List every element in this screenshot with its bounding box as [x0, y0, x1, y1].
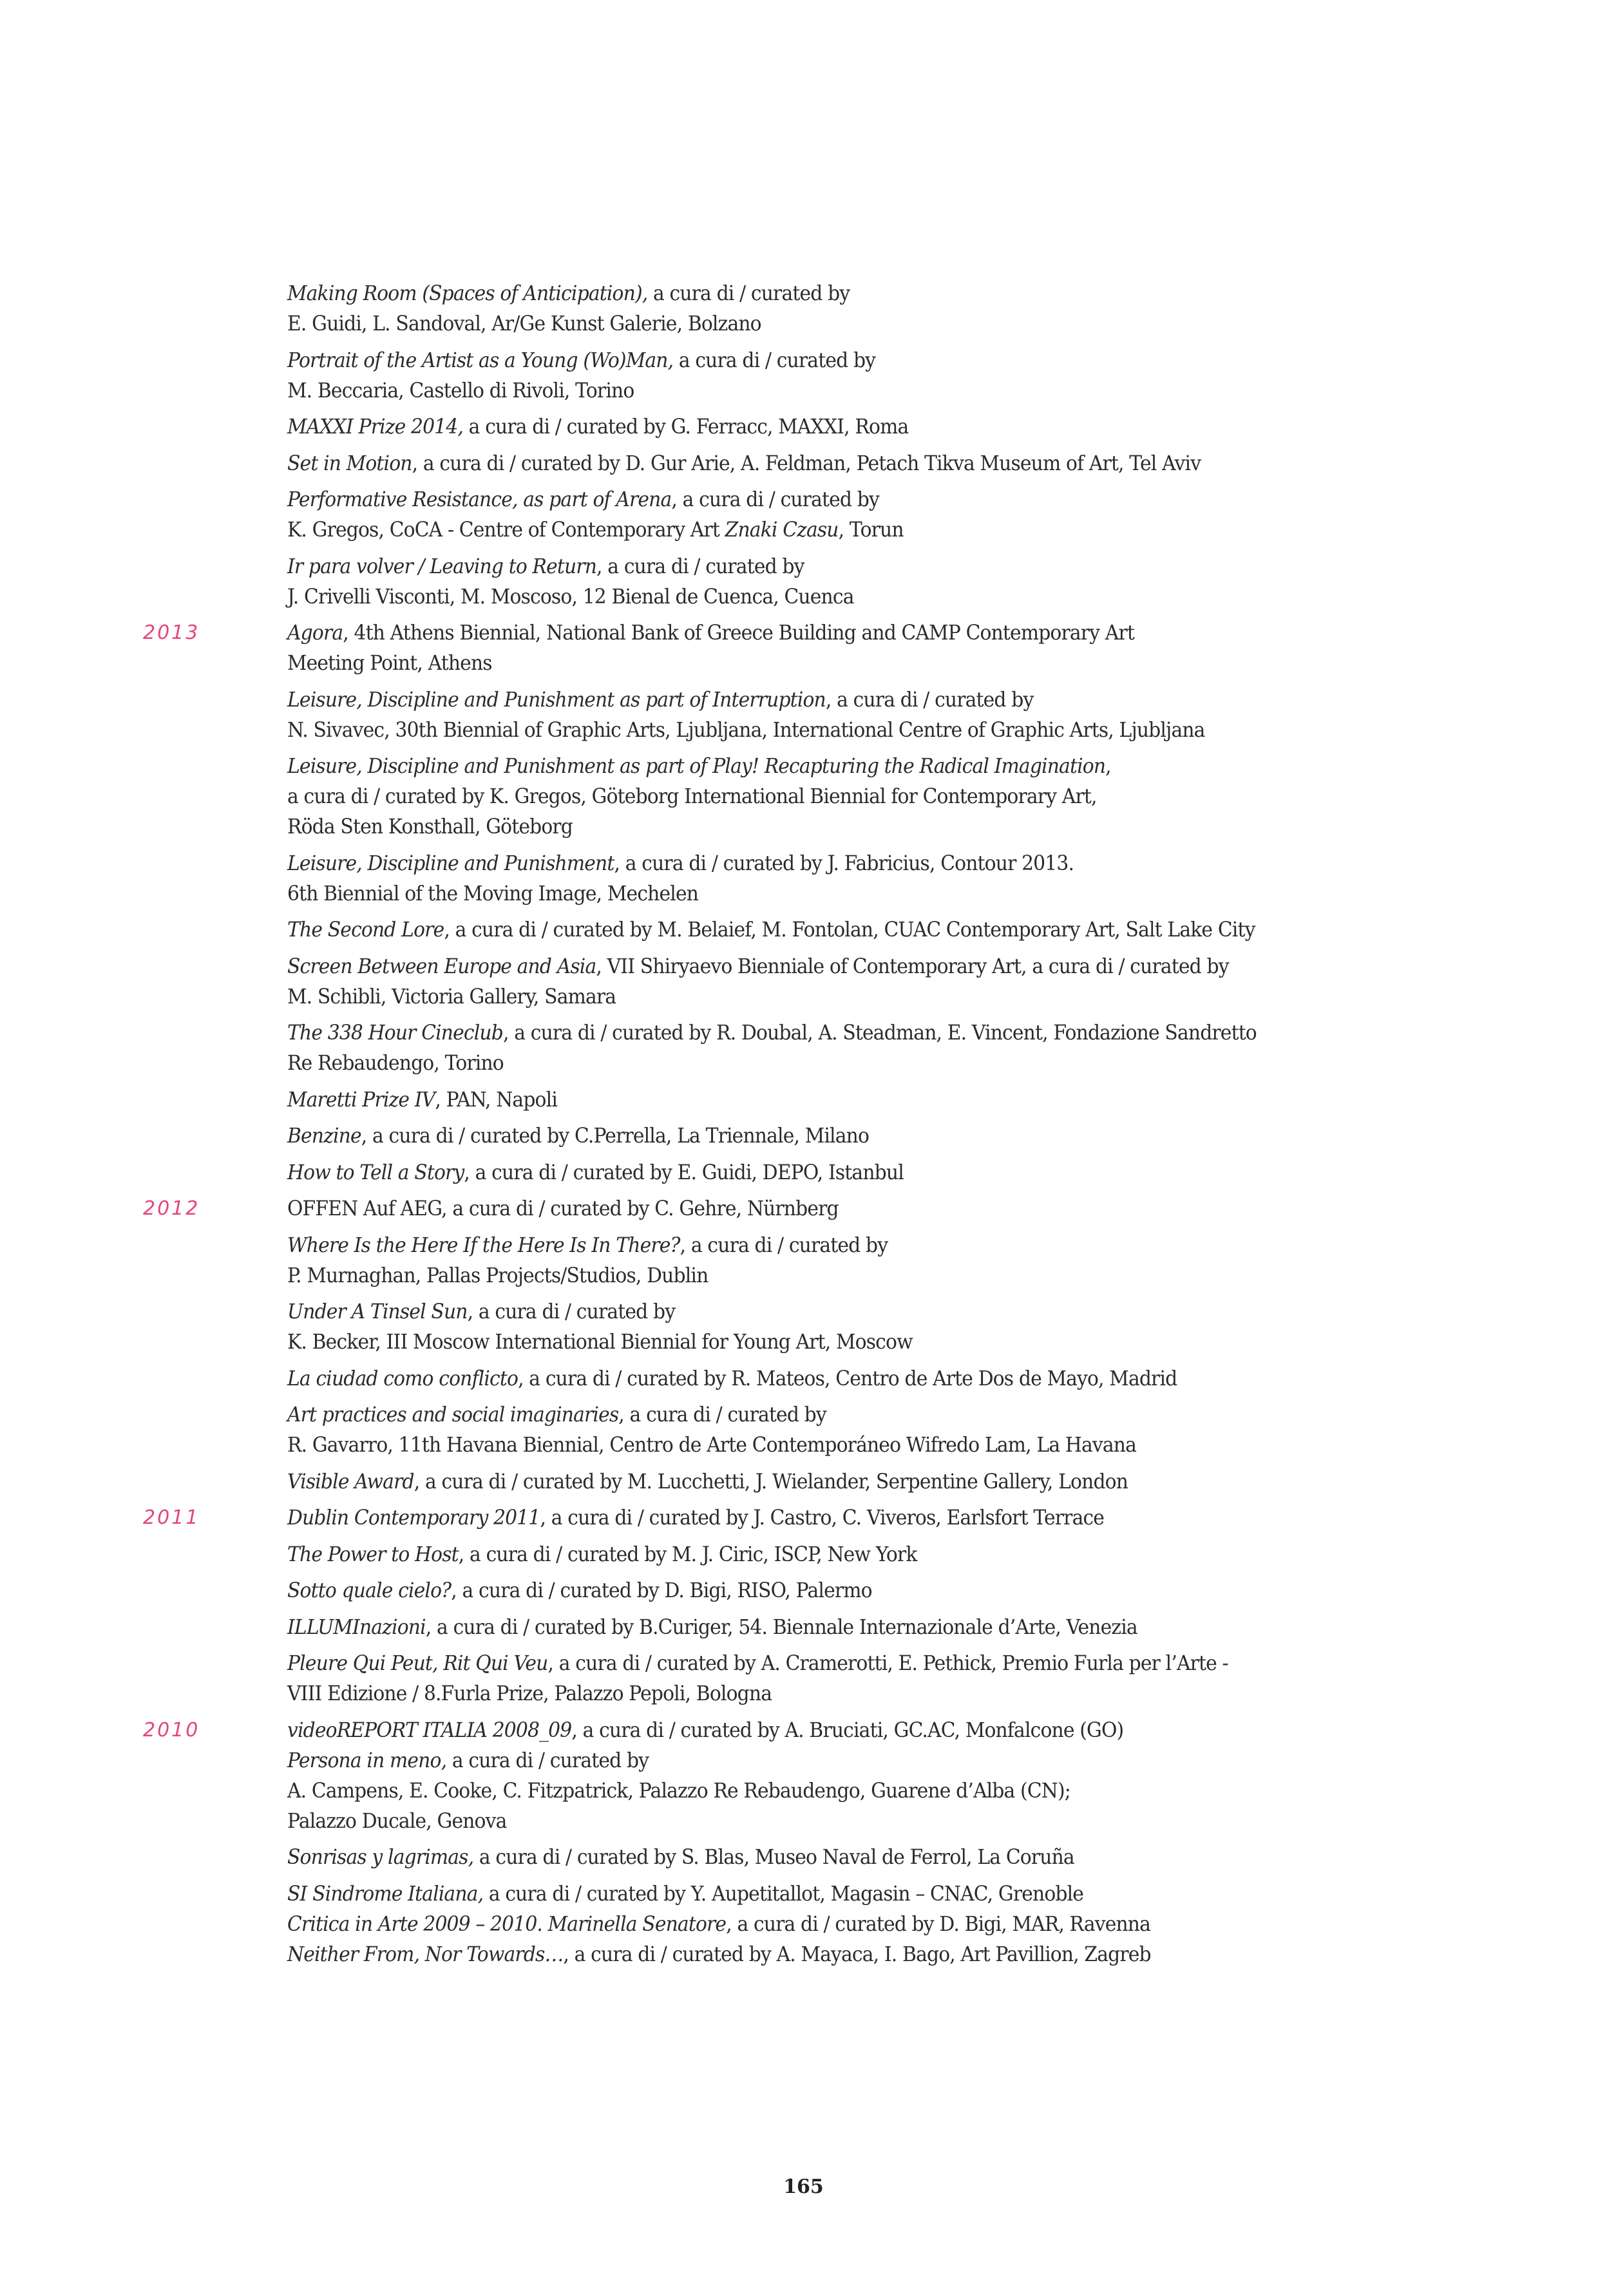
entry-line: [287, 878, 1402, 909]
entry-details: , 4th Athens Biennial, National Bank of Greece Building and CAMP Contemporary Art: [343, 620, 1134, 645]
entry-line: [287, 781, 1402, 811]
entry-details: , a cura di / curated by J. Castro, C. Viveros, Earlsfort Terrace: [540, 1505, 1105, 1530]
exhibition-entry: [287, 1193, 1402, 1224]
entry-title: Ir para volver / Leaving to Return: [287, 553, 597, 578]
entry-details: , a cura di / curated by J. Fabricius, Contour 2013.: [614, 850, 1074, 875]
year-label: 2013: [143, 621, 200, 644]
entry-line: [287, 1539, 1402, 1570]
entry-line: [287, 685, 1402, 715]
entry-title: Benzine: [287, 1123, 361, 1148]
entry-line: [287, 1909, 1402, 1939]
entry-line: [287, 951, 1402, 982]
entry-title: Persona in meno,: [287, 1747, 447, 1772]
entry-details: , a cura di / curated by: [680, 1232, 888, 1257]
entry-line: [287, 982, 1402, 1012]
entry-line: [287, 1466, 1402, 1497]
entry-details: a cura di / curated by G. Ferracc, MAXXI, Roma: [463, 414, 909, 439]
exhibition-entry: [287, 1466, 1402, 1497]
entry-title: How to Tell a Story: [287, 1159, 464, 1184]
entry-title: The Second Lore: [287, 917, 444, 942]
entry-details: , a cura di / curated by C.Perrella, La Triennale, Milano: [361, 1123, 870, 1148]
entry-details: , a cura di / curated by R. Doubal, A. Steadman, E. Vincent, Fondazione Sandretto: [502, 1020, 1257, 1045]
exhibition-entry: [287, 1085, 1402, 1115]
year-label: 2012: [143, 1197, 200, 1220]
entry-line: [287, 1230, 1402, 1260]
entry-details: , a cura di / curated by R. Mateos, Centro de Arte Dos de Mayo, Madrid: [518, 1365, 1177, 1390]
entry-line: [287, 551, 1402, 582]
entry-details: a cura di / curated by Y. Aupetitallot, Magasin – CNAC, Grenoble: [483, 1881, 1084, 1906]
entry-title: ILLUMInazioni: [287, 1614, 426, 1639]
entry-details: a cura di / curated by K. Gregos, Göteborg International Biennial for Contemporary Art,: [287, 784, 1097, 808]
entry-title: Maretti Prize IV: [287, 1086, 435, 1112]
exhibition-entry: [287, 345, 1402, 406]
entry-details: , a cura di / curated by M. Belaief, M. Fontolan, CUAC Contemporary Art, Salt Lake City: [444, 917, 1255, 942]
entry-details: , a cura di / curated by: [825, 687, 1034, 712]
entry-line: [287, 715, 1402, 745]
entry-title: Dublin Contemporary 2011: [287, 1505, 540, 1530]
entry-line: [287, 618, 1402, 648]
entry-title: Leisure, Discipline and Punishment: [287, 850, 614, 875]
entry-details: a cura di / curated by S. Blas, Museo Naval de Ferrol, La Coruña: [473, 1845, 1074, 1869]
entry-title: Znaki Czasu: [725, 517, 839, 542]
entry-title: The Power to Host: [287, 1541, 459, 1566]
entry-details: , a cura di / curated by A. Cramerotti, E. Pethick, Premio Furla per l’Arte -: [547, 1651, 1228, 1675]
entry-details: R. Gavarro, 11th Havana Biennial, Centro de Arte Contemporáneo Wifredo Lam, La Havana: [287, 1432, 1137, 1457]
entry-line: [287, 484, 1402, 515]
entry-title: Visible Award: [287, 1468, 414, 1494]
entry-line: [287, 1575, 1402, 1606]
entry-details: ,: [1105, 754, 1111, 778]
entry-title: Agora: [287, 620, 343, 645]
entry-line: [287, 1648, 1402, 1678]
entry-line: [287, 582, 1402, 612]
entry-details: E. Guidi, L. Sandoval, Ar/Ge Kunst Galerie, Bolzano: [287, 311, 761, 336]
entry-details: 6th Biennial of the Moving Image, Mechelen: [287, 880, 699, 906]
entry-line: [287, 648, 1402, 678]
entry-title: Under A Tinsel Sun: [287, 1299, 468, 1324]
entry-details: Röda Sten Konsthall, Göteborg: [287, 814, 573, 839]
entry-details: a cura di / curated by: [673, 347, 876, 372]
entry-details: M. Beccaria, Castello di Rivoli, Torino: [287, 377, 634, 403]
exhibition-entry: [287, 1842, 1402, 1872]
exhibition-entry: [287, 1648, 1402, 1709]
entry-line: [287, 345, 1402, 375]
entry-details: N. Sivavec, 30th Biennial of Graphic Arts, Ljubljana, International Centre of Graphic Arts, Ljubljana: [287, 717, 1205, 742]
page-number: 165: [783, 2176, 824, 2198]
entry-title: Portrait of the Artist as a Young (Wo)Man,: [287, 347, 674, 372]
exhibition-entry: [287, 685, 1402, 745]
entry-title: videoREPORT ITALIA 2008_09: [287, 1717, 572, 1742]
entry-details: , a cura di / curated by: [618, 1402, 826, 1427]
entry-details: a cura di / curated by: [446, 1747, 649, 1772]
exhibition-entry: [287, 1018, 1402, 1078]
exhibition-entry: [287, 1879, 1402, 1969]
entry-details: , a cura di / curated by: [596, 553, 804, 578]
entry-details: Meeting Point, Athens: [287, 650, 492, 675]
entry-line: [287, 811, 1402, 842]
entry-details: OFFEN Auf AEG, a cura di / curated by C. Gehre, Nürnberg: [287, 1196, 839, 1220]
entry-line: [287, 1296, 1402, 1327]
entry-title: Sonrisas y lagrimas,: [287, 1845, 474, 1869]
entry-line: [287, 1363, 1402, 1394]
entry-details: , a cura di / curated by B.Curiger, 54. Biennale Internazionale d’Arte, Venezia: [425, 1614, 1137, 1639]
year-label: 2011: [143, 1506, 200, 1529]
entry-details: , a cura di / curated by E. Guidi, DEPO, Istanbul: [464, 1159, 904, 1184]
entry-details: , a cura di / curated by D. Bigi, RISO, Palermo: [451, 1578, 872, 1602]
entry-details: , a cura di / curated by A. Mayaca, I. Bago, Art Pavillion, Zagreb: [563, 1941, 1151, 1966]
entry-title: La ciudad como conflicto: [287, 1365, 518, 1390]
exhibition-entry: [287, 951, 1402, 1012]
entry-details: K. Becker, III Moscow International Biennial for Young Art, Moscow: [287, 1329, 913, 1354]
entry-details: , VII Shiryaevo Bienniale of Contemporary Art, a cura di / curated by: [596, 953, 1229, 978]
entry-title: MAXXI Prize 2014,: [287, 414, 464, 439]
exhibition-entry: [287, 1575, 1402, 1606]
entry-line: [287, 1879, 1402, 1909]
exhibition-entry: [287, 915, 1402, 945]
exhibition-entry: [287, 1230, 1402, 1291]
entry-details: Palazzo Ducale, Genova: [287, 1808, 507, 1833]
exhibition-entry: [287, 551, 1402, 612]
entry-line: [287, 915, 1402, 945]
entry-line: [287, 848, 1402, 878]
exhibition-entry: [287, 848, 1402, 909]
entry-line: [287, 1776, 1402, 1806]
entry-details: , Torun: [838, 517, 904, 542]
entry-title: Leisure, Discipline and Punishment as part of Interruption: [287, 687, 826, 712]
entry-title: Critica in Arte 2009 – 2010. Marinella Senatore: [287, 1911, 727, 1936]
entry-details: , a cura di / curated by M. Lucchetti, J. Wielander, Serpentine Gallery, London: [414, 1468, 1128, 1494]
exhibition-entry: [287, 1363, 1402, 1394]
entry-details: VIII Edizione / 8.Furla Prize, Palazzo Pepoli, Bologna: [287, 1681, 772, 1705]
exhibition-entry: [287, 1121, 1402, 1151]
exhibition-entry: [287, 484, 1402, 545]
entry-title: Art practices and social imaginaries: [287, 1402, 619, 1427]
entry-line: [287, 1715, 1402, 1745]
exhibition-entry: [287, 1157, 1402, 1188]
entry-details: , PAN, Napoli: [435, 1086, 558, 1112]
entry-details: Re Rebaudengo, Torino: [287, 1050, 504, 1075]
entry-line: [287, 412, 1402, 442]
entry-details: P. Murnaghan, Pallas Projects/Studios, Dublin: [287, 1262, 708, 1287]
entry-line: [287, 278, 1402, 308]
entry-details: , a cura di / curated by M. J. Ciric, ISCP, New York: [458, 1541, 917, 1566]
year-label: 2010: [143, 1718, 200, 1741]
entry-line: [287, 1430, 1402, 1460]
entry-line: [287, 1939, 1402, 1969]
entry-details: , a cura di / curated by: [467, 1299, 676, 1324]
entry-details: , a cura di / curated by A. Bruciati, GC.AC, Monfalcone (GO): [571, 1717, 1124, 1742]
entry-line: [287, 1503, 1402, 1533]
exhibition-entry: [287, 1612, 1402, 1642]
exhibition-entry: [287, 1296, 1402, 1357]
entry-title: The 338 Hour Cineclub: [287, 1020, 503, 1045]
entry-line: [287, 1399, 1402, 1430]
entry-title: Leisure, Discipline and Punishment as part of Play! Recapturing the Radical Imagination: [287, 754, 1106, 778]
entry-line: [287, 1048, 1402, 1078]
entry-line: [287, 1157, 1402, 1188]
entry-title: Pleure Qui Peut, Rit Qui Veu: [287, 1651, 548, 1675]
entry-details: J. Crivelli Visconti, M. Moscoso, 12 Bienal de Cuenca, Cuenca: [287, 583, 854, 609]
entry-details: , a cura di / curated by: [671, 487, 879, 511]
entry-line: [287, 1612, 1402, 1642]
entry-title: Set in Motion: [287, 450, 412, 475]
exhibition-entry: [287, 1715, 1402, 1836]
entry-line: [287, 1018, 1402, 1048]
entry-title: SI Sindrome Italiana,: [287, 1881, 484, 1906]
exhibition-entry: [287, 412, 1402, 442]
entry-line: [287, 1327, 1402, 1357]
entry-line: [287, 1842, 1402, 1872]
exhibition-entry: [287, 278, 1402, 339]
entry-line: [287, 1085, 1402, 1115]
entry-line: [287, 1260, 1402, 1291]
entry-line: [287, 1121, 1402, 1151]
entry-details: a cura di / curated by: [647, 281, 850, 305]
entry-title: Sotto quale cielo?: [287, 1578, 452, 1602]
entry-title: Performative Resistance, as part of Arena: [287, 487, 672, 511]
entry-line: [287, 1745, 1402, 1776]
entry-line: [287, 1193, 1402, 1224]
exhibition-entry: [287, 1399, 1402, 1460]
entry-title: Making Room (Spaces of Anticipation),: [287, 281, 648, 305]
exhibition-entry: [287, 1503, 1402, 1533]
entry-title: Where Is the Here If the Here Is In There?: [287, 1232, 680, 1257]
entry-details: , a cura di / curated by D. Gur Arie, A. Feldman, Petach Tikva Museum of Art, Tel Aviv: [412, 450, 1201, 475]
entry-title: Screen Between Europe and Asia: [287, 953, 596, 978]
entry-line: [287, 375, 1402, 406]
exhibition-entry: [287, 1539, 1402, 1570]
entry-line: [287, 308, 1402, 339]
entry-details: , a cura di / curated by D. Bigi, MAR, Ravenna: [726, 1911, 1151, 1936]
exhibition-entry: [287, 751, 1402, 842]
exhibition-entry: [287, 448, 1402, 479]
entry-line: [287, 448, 1402, 479]
entry-line: [287, 515, 1402, 545]
entry-title: Neither From, Nor Towards…: [287, 1941, 564, 1966]
entry-details: K. Gregos, CoCA - Centre of Contemporary Art: [287, 517, 725, 542]
entry-line: [287, 1806, 1402, 1836]
entry-line: [287, 751, 1402, 781]
entry-line: [287, 1678, 1402, 1709]
entry-details: A. Campens, E. Cooke, C. Fitzpatrick, Palazzo Re Rebaudengo, Guarene d’Alba (CN);: [287, 1778, 1070, 1803]
exhibition-entry: [287, 618, 1402, 678]
entry-details: M. Schibli, Victoria Gallery, Samara: [287, 983, 616, 1009]
